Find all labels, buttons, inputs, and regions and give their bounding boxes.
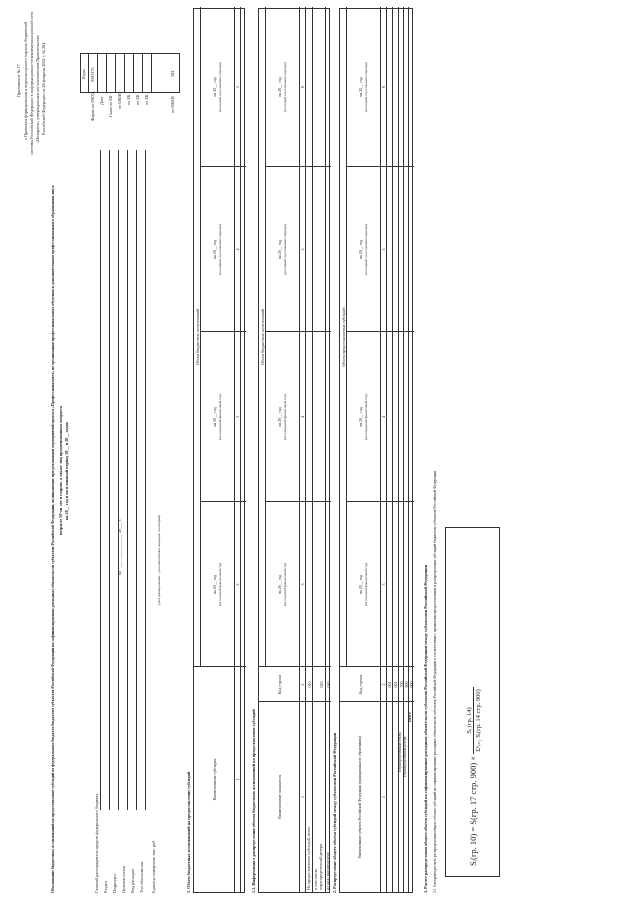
date-caption: (дата ранжирования – дата выполнения операции, по которой) (157, 514, 161, 605)
section11-row-distributed: из них: распределено (325, 852, 330, 890)
section1-year-3: на 20__ год (212, 239, 217, 260)
section1-year-1-note: (на текущий финансовый год) (218, 562, 222, 607)
section11-num-1: 1 (300, 796, 305, 798)
section1-num-3: 3 (235, 416, 240, 418)
section11-num-6: 6 (300, 86, 305, 88)
section2-num-4: 4 (381, 416, 386, 418)
section11-row-reserve: нераспределенный резерв (318, 843, 323, 890)
section1-title: 1. Объем бюджетных ассигнований на предоставление субсидий (186, 771, 191, 893)
section11-year-2-note: (на очередной финансовый год) (283, 394, 287, 440)
formula-denominator: Σⁿᵢ₌₁ Sᵢ(гр. 14 стр. 900) (475, 689, 482, 752)
codes-date-label: Дата (99, 96, 104, 105)
appendix-line-4: Российской Федерации от 28 февраля 2022 г. № 264 (41, 42, 46, 135)
label-justification-type: Тип обоснования (139, 862, 144, 893)
section2-row-total-code: 900 (409, 681, 414, 688)
underline-justification-type (145, 150, 146, 810)
section11-num-3: 3 (300, 583, 305, 586)
section1-year-1: на 20__ год (212, 574, 217, 595)
section2-row-1-code: 001 (387, 681, 392, 688)
section2-year-2: на 20__ год (358, 407, 363, 427)
section1-col-name: Наименование субсидии (212, 758, 217, 801)
section1-year-4-note: (на второй год планового периода) (218, 62, 222, 112)
section2-num-1: 1 (381, 796, 386, 798)
formula (466, 687, 482, 866)
codes-row-2: по ОКПО (117, 91, 122, 109)
section2-year-3: на 20__ год (358, 239, 363, 260)
section2-row-2-code: 002 (393, 681, 398, 688)
section1-num-2: 2 (235, 583, 240, 586)
section2-year-4: на 20__ год (358, 77, 363, 97)
label-target: Целевая статья (121, 866, 126, 893)
form-title: Обоснование бюджетных ассигнований на предоставление субсидий из федерального бюджета бюджетам субъектов Российской Федерации на софинансирование расходных обязательств субъектов Российской Федерации, возникающих при реализации мероприятий проекта «Профессионалитет» по организации профессионального обучения и дополнительного профессионального образования лиц в (51, 185, 55, 893)
section11-title: 1.1. Информация о распределении объема бюджетных ассигнований на предоставление субсидий (251, 709, 256, 893)
section2-year-1-note: (на текущий финансовый год) (364, 562, 368, 607)
underline-target (127, 150, 128, 810)
section1-num-5: 5 (235, 86, 240, 88)
formula-numerator: Sᵢ (гр. 14) (466, 687, 474, 754)
section2-row-unallocated: Нераспределенный объем (398, 732, 402, 772)
codes-form-code: 0505175 (90, 67, 95, 82)
section2-col-code: Код строки (358, 674, 363, 695)
section2-year-4-note: (на второй год планового периода) (364, 62, 368, 112)
section11-row-reserve-code: 020 (319, 681, 324, 688)
section1-num-4: 4 (235, 248, 240, 251)
codes-okei-value: 384 (170, 70, 175, 77)
section11-year-4: на 20__ год (277, 77, 282, 97)
date-line: на "___" ____________ 20___ г. (117, 519, 122, 575)
codes-row-1: Глава по БК (108, 95, 113, 117)
section1-group: Объем бюджетных ассигнований (195, 308, 200, 366)
section11-row-including: в том числе: (313, 868, 318, 890)
underline-subsection (118, 150, 119, 810)
section1-year-2-note: (на очередной финансовый год) (218, 394, 222, 440)
underline-section (109, 150, 110, 810)
section2-row-reserve-code: 800 (404, 681, 409, 688)
section2-num-2: 2 (381, 683, 386, 686)
label-expense-type: Вид расходов (130, 868, 135, 893)
section1-num-1: 1 (235, 778, 240, 781)
section2-row-reserve: Нераспределенный резерв (403, 736, 407, 777)
codes-block (80, 10, 180, 135)
form-title-2: возрасте 50-ти лет и старше, а также лиц предпенсионного возраста (58, 406, 63, 535)
section3-title: 3. Расчет распределения общего объема субсидий на софинансирование расходных обязательств субъектов Российской Федерации между субъектами Российской Федерации (423, 564, 428, 893)
section2-year-1: на 20__ год (358, 574, 363, 595)
underline-grbs (100, 150, 101, 810)
codes-row-5: по БК (144, 94, 149, 105)
codes-row-okei: по ОКЕИ (170, 96, 175, 113)
formula-lhs: Sᵢ(гр. 10) = S(гр. 17 стр. 900) × (467, 755, 478, 866)
appendix-label: Приложение № 17 (16, 64, 21, 97)
section11-row-total-code: 010 (307, 681, 312, 688)
appendix-line-2: системы Российской Федерации в информационно-телекоммуникационной сети (29, 11, 34, 155)
form-title-3: на 20__ год и на плановый период 20__ и 20__ годов (64, 422, 69, 520)
label-grbs: Главный распорядитель средств федерального бюджета (94, 793, 99, 893)
section11-num-4: 4 (300, 416, 305, 418)
label-section: Раздел (103, 881, 108, 893)
section2-year-2-note: (на очередной финансовый год) (364, 394, 368, 440)
section11-group: Объем бюджетных ассигнований (260, 308, 265, 366)
section11-num-2: 2 (300, 683, 305, 686)
appendix-line-1: к Правилам формирования и ведения единого портала бюджетной (23, 21, 28, 140)
section2-year-3-note: (на первый год планового периода) (364, 224, 368, 275)
section11-col-name: Наименование показателя (277, 774, 282, 820)
section2-group: Объем предоставляемых субсидий (341, 307, 346, 367)
codes-header: Коды (81, 69, 86, 79)
section2-row-total: Итого (408, 712, 412, 722)
underline-expense-type (136, 150, 137, 810)
formula-box (445, 527, 500, 877)
section11-year-1: на 20__ год (277, 574, 282, 595)
appendix-line-3: «Интернет», утвержденным постановлением Правительства (35, 35, 40, 143)
section1-year-4: на 20__ год (212, 77, 217, 97)
codes-form-label: Форма по ОКУД (90, 91, 95, 121)
section1-year-3-note: (на первый год планового периода) (218, 224, 222, 275)
formula-fraction (466, 687, 482, 754)
section2-title: 2. Распределение общего объема субсидий между субъектами Российской Федерации (332, 732, 337, 893)
section3-subtitle: 3.1 Алгоритм расчета распределения общего объема субсидий на софинансирование расходных обязательств субъектов Российской Федерации в соответствии с правилами предоставления и распределения субсидий бюджетам субъектов Российской Федерации (433, 470, 437, 893)
section11-row-total: На предоставление субсидий, всего (306, 826, 311, 890)
label-unit: Единица измерения: тыс. руб (151, 840, 156, 893)
section2-num-5: 5 (381, 248, 386, 251)
section2-row-unallocated-code: 700 (399, 681, 404, 688)
section11-year-3: на 20__ год (277, 239, 282, 260)
codes-row-4: по БК (135, 94, 140, 105)
section11-year-3-note: (на первый год планового периода) (283, 224, 287, 275)
section11-row-distributed-code: 030 (326, 681, 331, 688)
section2-col-name: Наименование субъекта Российской Федерации (муниципального образования) (358, 736, 362, 858)
section11-col-code: Код строки (277, 674, 282, 695)
section2-table (339, 8, 413, 893)
codes-row-3: по БК (126, 94, 131, 105)
label-subsection: Подраздел (112, 874, 117, 893)
section11-year-4-note: (на второй год планового периода) (283, 62, 287, 112)
section11-table (258, 8, 330, 893)
section2-num-6: 6 (381, 86, 386, 88)
section2-num-3: 3 (381, 583, 386, 586)
section11-year-2: на 20__ год (277, 407, 282, 427)
section11-num-5: 5 (300, 248, 305, 251)
section1-year-2: на 20__ год (212, 407, 217, 427)
section11-year-1-note: (на текущий финансовый год) (283, 562, 287, 607)
section1-table (193, 8, 245, 893)
